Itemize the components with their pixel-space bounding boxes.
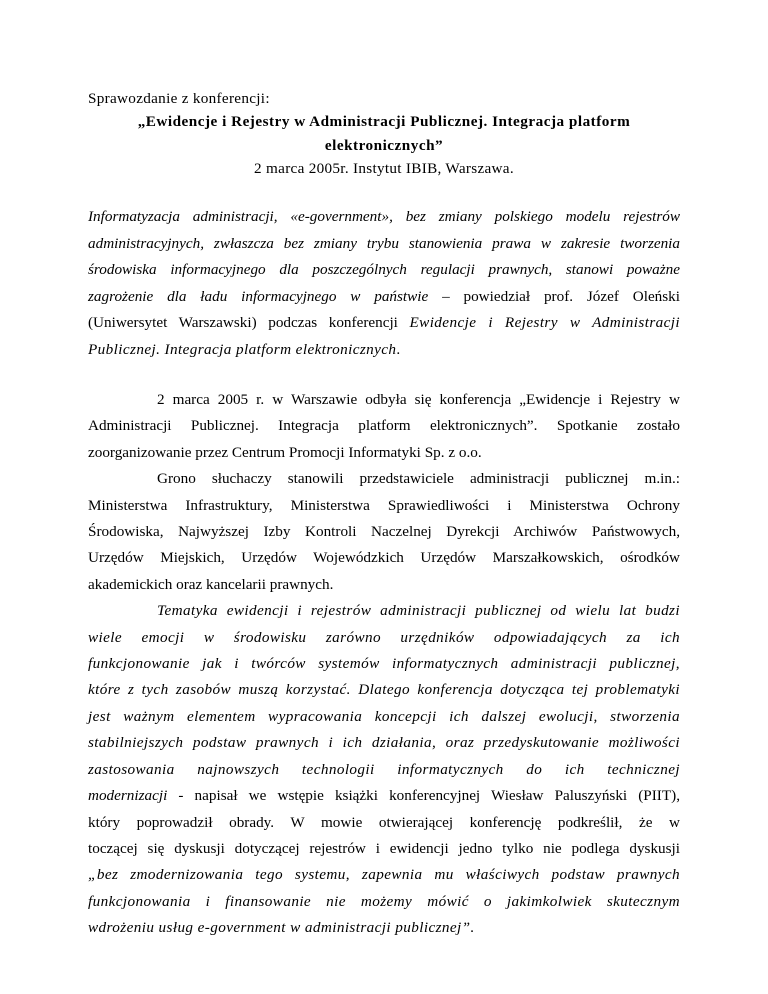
- conference-name-segment: Publicznej. Integracja platform elektronicznych: [88, 340, 397, 358]
- body-line: zoorganizowanie przez Centrum Promocji Informatyki Sp. z o.o.: [88, 443, 482, 461]
- conference-title-line: elektronicznych”: [324, 137, 444, 154]
- lead-line: [88, 284, 680, 311]
- quote-line: Tematyka ewidencji i rejestrów administracji publicznej od wielu lat budzi: [157, 602, 680, 620]
- body-line: akademickich oraz kancelarii prawnych.: [88, 575, 334, 593]
- body-line: [88, 783, 680, 809]
- lead-line: [88, 310, 680, 337]
- lead-paragraph: [88, 204, 680, 363]
- quote-line: funkcjonowania i finansowanie nie możemy mówić o jakimkolwiek skutecznym: [88, 892, 680, 910]
- conference-date-location: 2 marca 2005r. Instytut IBIB, Warszawa.: [254, 160, 514, 177]
- quote-line: które z tych zasobów muszą korzystać. Dlatego konferencja dotycząca tej problematyki: [88, 681, 680, 699]
- attribution-segment: - napisał we wstępie książki konferencyjnej Wiesław Paluszyński (PIIT),: [167, 787, 680, 805]
- body-line: Środowiska, Najwyższej Izby Kontroli Naczelnej Dyrekcji Archiwów Państwowych,: [88, 523, 680, 541]
- lead-quote-segment: zagrożenie dla ładu informacyjnego w państwie: [88, 287, 429, 305]
- body-paragraph-1: [88, 387, 680, 466]
- body-line: który poprowadził obrady. W mowie otwierającej konferencję podkreślił, że w: [88, 813, 680, 831]
- body-line: toczącej się dyskusji dotyczącej rejestrów i ewidencji jedno tylko nie podlega dyskusji: [88, 839, 680, 857]
- body-paragraph-3: [88, 598, 680, 941]
- quote-end-segment: modernizacji: [88, 787, 168, 805]
- lead-line: Informatyzacja administracji, «e-government», bez zmiany polskiego modelu rejestrów: [88, 208, 680, 225]
- conference-title-line: „Ewidencje i Rejestry w Administracji Publicznej. Integracja platform: [137, 113, 631, 130]
- lead-line: [88, 337, 680, 364]
- quote-line: „bez zmodernizowania tego systemu, zapewnia mu właściwych podstaw prawnych: [88, 866, 680, 884]
- body-line: 2 marca 2005 r. w Warszawie odbyła się konferencja „Ewidencje i Rejestry w: [157, 391, 680, 408]
- quote-line: funkcjonowanie jak i twórców systemów informatycznych administracji publicznej,: [88, 655, 680, 673]
- conference-name-segment: Ewidencje i Rejestry w Administracji: [409, 314, 680, 331]
- quote-line: stabilniejszych podstaw prawnych i ich działania, oraz przedyskutowanie możliwości: [88, 734, 680, 752]
- quote-line: wdrożeniu usług e-government w administracji publicznej”.: [88, 919, 475, 937]
- quote-line: zastosowania najnowszych technologii informatycznych do ich technicznej: [88, 760, 680, 778]
- lead-attribution-segment: – powiedział prof. Józef Oleński: [428, 287, 680, 305]
- quote-line: jest ważnym elementem wypracowania koncepcji ich dalszej ewolucji, stworzenia: [88, 707, 680, 725]
- body-paragraph-2: [88, 466, 680, 598]
- conference-title: [88, 110, 680, 158]
- quote-line: wiele emocji w środowisku zarówno urzędników odpowiadających za ich: [88, 628, 680, 646]
- lead-line: administracyjnych, zwłaszcza bez zmiany trybu stanowienia prawa w zakresie tworzenia: [88, 234, 680, 252]
- body-line: Administracji Publicznej. Integracja platform elektronicznych”. Spotkanie zostało: [88, 417, 680, 435]
- report-intro: Sprawozdanie z konferencji:: [88, 90, 270, 107]
- document-page: [88, 88, 680, 942]
- body-line: Ministerstwa Infrastruktury, Ministerstwa Sprawiedliwości i Ministerstwa Ochrony: [88, 496, 680, 514]
- body-line: Grono słuchaczy stanowili przedstawiciele administracji publicznej m.in.:: [157, 470, 680, 488]
- lead-attribution-segment: (Uniwersytet Warszawski) podczas konferencji: [88, 314, 410, 331]
- lead-line: środowiska informacyjnego dla poszczególnych regulacji prawnych, stanowi poważne: [88, 261, 680, 278]
- lead-period: .: [396, 340, 401, 358]
- body-line: Urzędów Miejskich, Urzędów Wojewódzkich Urzędów Marszałkowskich, ośrodków: [88, 549, 680, 567]
